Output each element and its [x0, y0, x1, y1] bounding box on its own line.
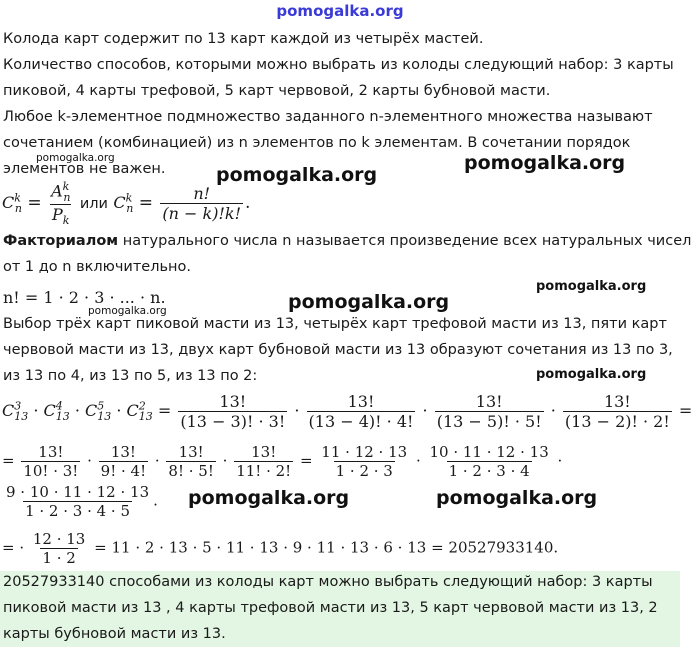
frac1-den: (13 − 3)! · 3!: [180, 412, 286, 431]
answer-line-1: 20527933140 способами из колоды карт можно выбрать следующий набор: 3 карты: [3, 574, 653, 590]
answer-line-3: карты бубновой масти из 13.: [3, 626, 226, 642]
formula-or: или: [79, 195, 108, 212]
factorial-formula: n! = 1 · 2 · 3 · ... · n.: [3, 288, 166, 307]
j1-num: 12 · 13: [32, 530, 86, 548]
j1-den: 1 · 2: [42, 549, 76, 567]
factorial-term: Факториалом: [3, 233, 119, 249]
frac4-den: (13 − 2)! · 2!: [564, 412, 670, 431]
calc-row-4: = · $\frac{12 \cdot 13}{1 \cdot 2}$ = 11 · 2 · 13 · 5 · 11 · 13 · 9 · 11 · 13 · 6 · 13 = 20527933140.: [2, 530, 559, 567]
frac3-den: (13 − 5)! · 5!: [436, 412, 542, 431]
h2-den: 1 · 2 · 3 · 4: [448, 462, 530, 480]
frac4-num: 13!: [603, 392, 631, 411]
frac1-num: 13!: [219, 392, 247, 411]
frac2-den: (13 − 4)! · 4!: [308, 412, 414, 431]
g4-den: 11! · 2!: [236, 462, 292, 480]
g2-den: 9! · 4!: [100, 462, 147, 480]
site-header-link[interactable]: pomogalka.org: [276, 2, 404, 20]
watermark: pomogalka.org: [464, 152, 626, 174]
watermark: pomogalka.org: [36, 152, 115, 164]
g1-num: 13!: [38, 443, 64, 461]
watermark: pomogalka.org: [88, 305, 167, 317]
h2-num: 10 · 11 · 12 · 13: [429, 443, 549, 461]
g3-den: 8! · 5!: [168, 462, 214, 480]
text-line-9: Выбор трёх карт пиковой масти из 13, четырёх карт трефовой масти из 13, пяти карт: [3, 316, 667, 332]
nk-factorial: (n − k)!k!: [162, 203, 242, 223]
watermark: pomogalka.org: [288, 291, 450, 313]
calc-row-2: = $\frac{13!}{10! \cdot 3!}$ · $\frac{13!}{9! \cdot 4!}$ · $\frac{13!}{8! \cdot 5!}$ · $\frac{13!}{11! \cdot 2!}$ = $\frac{11 \cdot 12 \cdot 13}{1 \cdot 2 \cdot 3}$ · $\frac{10 \cdot 11 \cdot 12 \cdot 13}{1 \cdot 2 \cdot 3 \cdot 4}$ ·: [2, 443, 563, 480]
watermark: pomogalka.org: [536, 279, 647, 294]
h1-den: 1 · 2 · 3: [335, 462, 393, 480]
text-line-3: пиковой, 4 карты трефовой, 5 карт червовой, 2 карты бубновой масти.: [3, 83, 551, 99]
frac2-num: 13!: [347, 392, 375, 411]
text-line-8: от 1 до n включительно.: [3, 259, 191, 275]
frac3-num: 13!: [475, 392, 503, 411]
g4-num: 13!: [251, 443, 277, 461]
text-line-4: Любое k-элементное подмножество заданного n-элементного множества называют: [3, 109, 653, 125]
watermark: pomogalka.org: [536, 367, 647, 382]
text-line-2: Количество способов, которыми можно выбрать из колоды следующий набор: 3 карты: [3, 57, 674, 73]
i1-den: 1 · 2 · 3 · 4 · 5: [25, 502, 131, 520]
watermark: pomogalka.org: [436, 487, 598, 509]
factorial-definition: [3, 231, 691, 251]
factorial-definition-rest: натурального числа n называется произведение всех натуральных чисел: [118, 233, 692, 249]
answer-line-2: пиковой масти из 13 , 4 карты трефовой масти из 13, 5 карт червовой масти из 13, 2: [3, 600, 658, 616]
text-line-6: элементов не важен.: [3, 161, 166, 177]
text-line-1: Колода карт содержит по 13 карт каждой из четырёх мастей.: [3, 31, 484, 47]
final-result: = 11 · 2 · 13 · 5 · 11 · 13 · 9 · 11 · 13 · 6 · 13 = 20527933140.: [94, 538, 559, 557]
watermark: pomogalka.org: [188, 487, 350, 509]
combination-formula: $C^k_n$ = $\frac{A^k_n}{P_k}$ или $C^k_n$ = $\frac{n!}{(n - k)!k!}$ .: [2, 180, 251, 227]
g1-den: 10! · 3!: [23, 462, 79, 480]
text-line-10: червовой масти из 13, двух карт бубновой масти из 13 образуют сочетания из 13 по 3,: [3, 342, 673, 358]
text-line-11: из 13 по 4, из 13 по 5, из 13 по 2:: [3, 368, 258, 384]
watermark: pomogalka.org: [216, 164, 378, 186]
n-factorial: n!: [193, 183, 211, 203]
h1-num: 11 · 12 · 13: [321, 443, 408, 461]
calc-row-3: $\frac{9 \cdot 10 \cdot 11 \cdot 12 \cdot 13}{1 \cdot 2 \cdot 3 \cdot 4 \cdot 5}$ .: [6, 483, 158, 520]
text-line-5: сочетанием (комбинацией) из n элементов по k элементам. В сочетании порядок: [3, 135, 631, 151]
g3-num: 13!: [178, 443, 204, 461]
calc-row-1: $C^3_{13} \cdot C^4_{13} \cdot C^5_{13} \cdot C^2_{13}$ = $\frac{13!}{(13 - 3)! \cdot 3!}$ · $\frac{13!}{(13 - 4)! \cdot 4!}$ · $\frac{13!}{(13 - 5)! \cdot 5!}$ · $\frac{13!}{(13 - 2)! \cdot 2!}$ =: [2, 392, 692, 431]
i1-num: 9 · 10 · 11 · 12 · 13: [6, 483, 150, 501]
g2-num: 13!: [110, 443, 136, 461]
